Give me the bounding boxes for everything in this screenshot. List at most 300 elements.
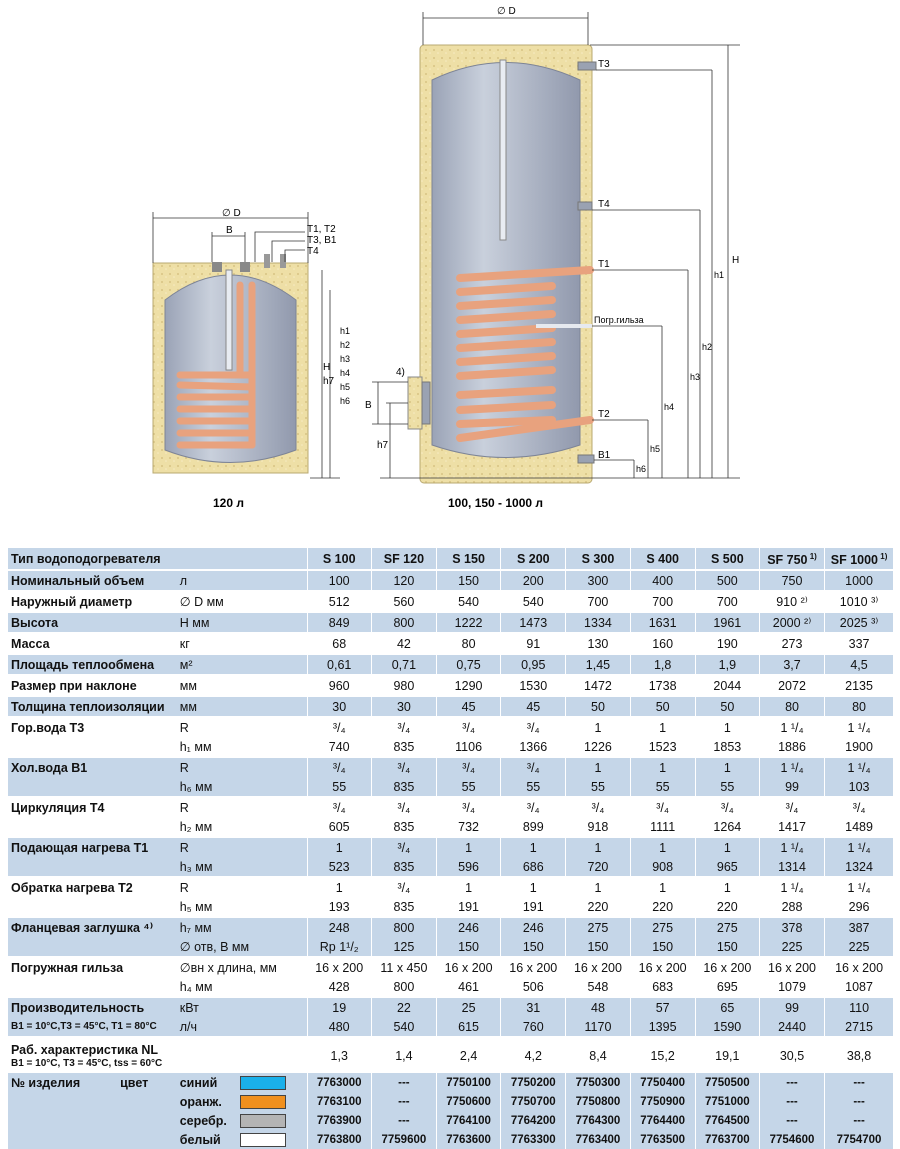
row-value: 523 xyxy=(307,857,371,877)
large-h-labels xyxy=(636,270,724,474)
large-sleeve: Погр.гильза xyxy=(594,315,644,325)
table-row xyxy=(8,1017,893,1037)
row-value: 428 xyxy=(307,977,371,997)
row-value: 220 xyxy=(695,897,759,917)
row-label xyxy=(8,857,177,877)
row-value: 1000 xyxy=(825,570,893,591)
row-value: 1 ¹/₄ xyxy=(825,757,893,777)
row-value: 1 xyxy=(566,757,630,777)
row-value: 899 xyxy=(501,817,566,837)
row-value: 25 xyxy=(437,997,501,1017)
table-row xyxy=(8,917,893,937)
row-value: 38,8 xyxy=(825,1037,893,1073)
large-t3: T3 xyxy=(598,59,610,70)
product-code: 7759600 xyxy=(371,1130,436,1149)
small-tank xyxy=(153,208,350,510)
row-value: 103 xyxy=(825,777,893,797)
row-label: Производительность xyxy=(8,997,177,1017)
svg-text:h3: h3 xyxy=(340,354,351,364)
row-label: Хол.вода B1 xyxy=(8,757,177,777)
row-label: Циркуляция T4 xyxy=(11,800,105,815)
row-value: 55 xyxy=(695,777,759,797)
row-value: 700 xyxy=(630,591,695,612)
row-value: 55 xyxy=(501,777,566,797)
row-value: 910 ²⁾ xyxy=(759,591,824,612)
row-unit: h₅ мм xyxy=(179,899,213,914)
row-value: 125 xyxy=(371,937,436,957)
product-code: --- xyxy=(371,1092,436,1111)
row-value: ³/₄ xyxy=(501,757,566,777)
row-value: 337 xyxy=(825,633,893,654)
product-code: 7750300 xyxy=(566,1073,630,1092)
model-header: SF 120 xyxy=(371,548,436,570)
product-code: 7750500 xyxy=(695,1073,759,1092)
row-value: 275 xyxy=(566,917,630,937)
row-value: 695 xyxy=(695,977,759,997)
product-code: 7763800 xyxy=(307,1130,371,1149)
row-value: 246 xyxy=(437,917,501,937)
product-code: 7764300 xyxy=(566,1111,630,1130)
row-value: ³/₄ xyxy=(371,757,436,777)
model-header: S 150 xyxy=(437,548,501,570)
row-value: 65 xyxy=(695,997,759,1017)
large-h: H xyxy=(732,255,740,266)
code-label xyxy=(8,1130,177,1149)
row-value: 750 xyxy=(759,570,824,591)
row-value: ³/₄ xyxy=(566,797,630,817)
product-code: --- xyxy=(371,1111,436,1130)
product-code: 7764200 xyxy=(501,1111,566,1130)
product-code: --- xyxy=(371,1073,436,1092)
color-name: синий xyxy=(179,1075,218,1090)
row-value: 91 xyxy=(501,633,566,654)
row-value: 55 xyxy=(307,777,371,797)
row-value: 150 xyxy=(437,937,501,957)
row-unit: R xyxy=(179,720,189,735)
color-swatch xyxy=(240,1133,286,1147)
product-code: 7750800 xyxy=(566,1092,630,1111)
row-value: ³/₄ xyxy=(759,797,824,817)
large-note-4: 4) xyxy=(396,367,405,378)
row-value: 99 xyxy=(759,997,824,1017)
row-value: 700 xyxy=(566,591,630,612)
row-value: 908 xyxy=(630,857,695,877)
table-row xyxy=(8,977,893,997)
row-value: 80 xyxy=(759,696,824,717)
svg-text:h5: h5 xyxy=(650,444,661,454)
product-code-row xyxy=(8,1111,893,1130)
row-value: 1 xyxy=(630,877,695,897)
row-value: ³/₄ xyxy=(501,797,566,817)
table-row xyxy=(8,777,893,797)
large-t2: T2 xyxy=(598,409,610,420)
row-value: 1111 xyxy=(630,817,695,837)
row-value: 150 xyxy=(437,570,501,591)
code-label xyxy=(8,1092,177,1111)
row-value: 1 xyxy=(695,837,759,857)
row-value: 1 xyxy=(566,717,630,737)
svg-text:h6: h6 xyxy=(340,396,351,406)
table-row xyxy=(8,591,893,612)
large-tank xyxy=(365,6,740,510)
product-code: --- xyxy=(825,1111,893,1130)
row-value: 1106 xyxy=(437,737,501,757)
row-value: ³/₄ xyxy=(501,717,566,737)
row-value: 615 xyxy=(437,1017,501,1037)
row-value: 740 xyxy=(307,737,371,757)
row-value: 1079 xyxy=(759,977,824,997)
row-value: 248 xyxy=(307,917,371,937)
row-value: ³/₄ xyxy=(825,797,893,817)
product-code: --- xyxy=(825,1092,893,1111)
table-row xyxy=(8,897,893,917)
header-label: Тип водоподогревателя xyxy=(8,548,307,570)
row-label: Погружная гильза xyxy=(11,960,124,975)
row-label: Фланцевая заглушка ⁴⁾ xyxy=(8,917,177,937)
row-value: 1417 xyxy=(759,817,824,837)
row-value: 1 xyxy=(501,877,566,897)
row-value: 57 xyxy=(630,997,695,1017)
row-value: 55 xyxy=(437,777,501,797)
row-unit: л/ч xyxy=(177,1017,307,1037)
small-dim-d: ∅ D xyxy=(222,208,241,219)
row-label xyxy=(8,777,177,797)
row-value: 16 x 200 xyxy=(307,957,371,977)
row-value: ³/₄ xyxy=(437,797,501,817)
product-code-row xyxy=(8,1073,893,1092)
nl-note: B1 = 10°C, T3 = 45°C, tss = 60°C xyxy=(11,1057,163,1069)
row-value: 0,75 xyxy=(437,654,501,675)
row-value: 732 xyxy=(437,817,501,837)
row-value: 965 xyxy=(695,857,759,877)
row-unit: h₃ мм xyxy=(177,857,307,877)
row-unit: h₇ мм xyxy=(177,917,307,937)
row-label xyxy=(8,1017,177,1037)
color-swatch xyxy=(240,1095,286,1109)
code-label xyxy=(8,1073,177,1092)
row-value: 4,2 xyxy=(501,1037,566,1073)
row-value: ³/₄ xyxy=(371,797,436,817)
row-value: 1 xyxy=(501,837,566,857)
row-value: 1 xyxy=(566,877,630,897)
row-value: 15,2 xyxy=(630,1037,695,1073)
row-value: 45 xyxy=(501,696,566,717)
small-h7: h7 xyxy=(323,376,335,387)
row-value: 16 x 200 xyxy=(437,957,501,977)
row-value: 1226 xyxy=(566,737,630,757)
row-value: 2440 xyxy=(759,1017,824,1037)
row-value: 200 xyxy=(501,570,566,591)
row-value: 700 xyxy=(695,591,759,612)
row-unit: м² xyxy=(177,654,307,675)
row-label xyxy=(8,737,177,757)
row-value: 191 xyxy=(437,897,501,917)
row-value: 1290 xyxy=(437,675,501,696)
product-code: --- xyxy=(759,1092,824,1111)
row-value: 3,7 xyxy=(759,654,824,675)
row-value: 288 xyxy=(759,897,824,917)
row-label xyxy=(8,817,177,837)
svg-text:h6: h6 xyxy=(636,464,647,474)
row-value: 30 xyxy=(307,696,371,717)
row-value: 1334 xyxy=(566,612,630,633)
row-value: ³/₄ xyxy=(695,797,759,817)
row-value: 605 xyxy=(307,817,371,837)
row-value: 68 xyxy=(307,633,371,654)
row-unit: R xyxy=(179,800,189,815)
row-value: 48 xyxy=(566,997,630,1017)
product-code: 7763700 xyxy=(695,1130,759,1149)
product-code: 7750600 xyxy=(437,1092,501,1111)
svg-text:h1: h1 xyxy=(714,270,725,280)
row-value: 0,71 xyxy=(371,654,436,675)
row-value: 31 xyxy=(501,997,566,1017)
product-code: --- xyxy=(825,1073,893,1092)
row-value: 16 x 200 xyxy=(501,957,566,977)
row-unit: h₁ мм xyxy=(179,739,212,754)
row-unit: кВт xyxy=(177,997,307,1017)
table-row xyxy=(8,696,893,717)
large-h7: h7 xyxy=(377,440,389,451)
row-value: 2000 ²⁾ xyxy=(759,612,824,633)
row-unit: H мм xyxy=(177,612,307,633)
product-code: 7750100 xyxy=(437,1073,501,1092)
product-code: 7764500 xyxy=(695,1111,759,1130)
color-cell xyxy=(177,1092,307,1111)
row-label: Подающая нагрева T1 xyxy=(8,837,177,857)
row-value: 540 xyxy=(371,1017,436,1037)
row-label xyxy=(8,897,177,917)
model-header: S 400 xyxy=(630,548,695,570)
row-value: 275 xyxy=(695,917,759,937)
row-value: ³/₄ xyxy=(371,877,436,897)
table-row xyxy=(8,737,893,757)
row-value: 1 ¹/₄ xyxy=(759,877,824,897)
row-value: 55 xyxy=(566,777,630,797)
spec-table xyxy=(8,548,893,1149)
table-row xyxy=(8,937,893,957)
row-value: 1,8 xyxy=(630,654,695,675)
model-header: S 200 xyxy=(501,548,566,570)
row-value: 560 xyxy=(371,591,436,612)
row-value: 0,95 xyxy=(501,654,566,675)
row-value: 1,9 xyxy=(695,654,759,675)
row-value: ³/₄ xyxy=(437,757,501,777)
product-code: 7763500 xyxy=(630,1130,695,1149)
row-value: 720 xyxy=(566,857,630,877)
row-value: 100 xyxy=(307,570,371,591)
product-code: 7763300 xyxy=(501,1130,566,1149)
row-value: 512 xyxy=(307,591,371,612)
product-code-row xyxy=(8,1092,893,1111)
row-value: 2,4 xyxy=(437,1037,501,1073)
color-name: серебр. xyxy=(179,1113,227,1128)
row-value: 1 xyxy=(630,717,695,737)
row-value: 800 xyxy=(371,917,436,937)
svg-text:h4: h4 xyxy=(340,368,351,378)
small-h-labels xyxy=(340,326,350,406)
row-value: 225 xyxy=(759,937,824,957)
small-tank-caption: 120 л xyxy=(213,496,244,510)
row-value: 16 x 200 xyxy=(825,957,893,977)
product-code: 7763900 xyxy=(307,1111,371,1130)
row-label: Высота xyxy=(8,612,177,633)
row-value: 30 xyxy=(371,696,436,717)
large-dim-d: ∅ D xyxy=(497,6,516,17)
row-value: 50 xyxy=(566,696,630,717)
row-value: 835 xyxy=(371,897,436,917)
row-value: 275 xyxy=(630,917,695,937)
row-value: 1 ¹/₄ xyxy=(825,717,893,737)
product-code: 7763100 xyxy=(307,1092,371,1111)
svg-text:h5: h5 xyxy=(340,382,351,392)
model-header: SF 750 $^{1)}$ xyxy=(759,548,824,570)
row-value: 150 xyxy=(501,937,566,957)
row-value: 150 xyxy=(630,937,695,957)
table-row xyxy=(8,877,893,897)
svg-text:h1: h1 xyxy=(340,326,351,336)
row-value: 273 xyxy=(759,633,824,654)
model-footnote: 1) xyxy=(807,552,817,561)
table-header-row xyxy=(8,548,893,570)
product-code: 7750900 xyxy=(630,1092,695,1111)
row-value: 19,1 xyxy=(695,1037,759,1073)
row-value: 19 xyxy=(307,997,371,1017)
product-code: 7754600 xyxy=(759,1130,824,1149)
table-row xyxy=(8,654,893,675)
row-value: 2044 xyxy=(695,675,759,696)
color-swatch xyxy=(240,1076,286,1090)
row-label: Масса xyxy=(11,636,50,651)
row-value: 980 xyxy=(371,675,436,696)
row-unit: мм xyxy=(177,696,307,717)
product-code: 7763600 xyxy=(437,1130,501,1149)
row-value: 1 ¹/₄ xyxy=(825,837,893,857)
row-value: 1 xyxy=(307,837,371,857)
row-value: 1590 xyxy=(695,1017,759,1037)
row-unit: R xyxy=(177,837,307,857)
row-value: 50 xyxy=(695,696,759,717)
row-unit: ∅ отв, B мм xyxy=(177,937,307,957)
row-value: 1324 xyxy=(825,857,893,877)
row-label: Размер при наклоне xyxy=(11,678,137,693)
table-row xyxy=(8,837,893,857)
table-row xyxy=(8,817,893,837)
row-label: Обратка нагрева T2 xyxy=(11,880,133,895)
model-header: SF 1000 $^{1)}$ xyxy=(825,548,893,570)
row-value: 835 xyxy=(371,857,436,877)
row-value: 300 xyxy=(566,570,630,591)
color-name: оранж. xyxy=(179,1094,222,1109)
row-value: 835 xyxy=(371,777,436,797)
row-value: 800 xyxy=(371,612,436,633)
row-label: Толщина теплоизоляции xyxy=(8,696,177,717)
row-value: 960 xyxy=(307,675,371,696)
product-code: 7750200 xyxy=(501,1073,566,1092)
row-value: 16 x 200 xyxy=(630,957,695,977)
row-value: 4,5 xyxy=(825,654,893,675)
row-value: 191 xyxy=(501,897,566,917)
row-value: 1314 xyxy=(759,857,824,877)
row-value: ³/₄ xyxy=(630,797,695,817)
row-value: ³/₄ xyxy=(307,757,371,777)
row-value: 0,61 xyxy=(307,654,371,675)
row-unit: кг xyxy=(179,636,190,651)
row-value: ³/₄ xyxy=(307,797,371,817)
row-value: 8,4 xyxy=(566,1037,630,1073)
row-label: Гор.вода T3 xyxy=(11,720,85,735)
small-t3b1: T3, B1 xyxy=(307,235,337,246)
row-value: 686 xyxy=(501,857,566,877)
row-value: 42 xyxy=(371,633,436,654)
product-code: 7763400 xyxy=(566,1130,630,1149)
code-label xyxy=(8,1111,177,1130)
color-name: белый xyxy=(179,1132,221,1147)
product-code: 7754700 xyxy=(825,1130,893,1149)
large-b1: B1 xyxy=(598,450,611,461)
table-row xyxy=(8,857,893,877)
small-dim-b: B xyxy=(226,225,233,236)
product-code: 7764100 xyxy=(437,1111,501,1130)
row-value: 150 xyxy=(566,937,630,957)
row-value: 150 xyxy=(695,937,759,957)
row-unit: мм xyxy=(179,678,197,693)
row-value: 1366 xyxy=(501,737,566,757)
row-value: 1 xyxy=(307,877,371,897)
color-swatch xyxy=(240,1114,286,1128)
row-value: 506 xyxy=(501,977,566,997)
svg-text:h2: h2 xyxy=(340,340,351,350)
small-t4: T4 xyxy=(307,246,319,257)
model-header: S 500 xyxy=(695,548,759,570)
row-value: 80 xyxy=(437,633,501,654)
row-label: Номинальный объем xyxy=(8,570,177,591)
product-code: 7751000 xyxy=(695,1092,759,1111)
row-value: 120 xyxy=(371,570,436,591)
row-value: 45 xyxy=(437,696,501,717)
row-value: 1853 xyxy=(695,737,759,757)
row-value: 1 xyxy=(437,837,501,857)
row-value: 1,45 xyxy=(566,654,630,675)
row-value: 1170 xyxy=(566,1017,630,1037)
row-value: 2025 ³⁾ xyxy=(825,612,893,633)
row-value: 1 xyxy=(566,837,630,857)
row-value: ³/₄ xyxy=(371,717,436,737)
row-value: 246 xyxy=(501,917,566,937)
table-row xyxy=(8,997,893,1017)
row-label xyxy=(8,977,177,997)
row-value: 918 xyxy=(566,817,630,837)
row-value: 683 xyxy=(630,977,695,997)
row-value: 110 xyxy=(825,997,893,1017)
table-row xyxy=(8,957,893,977)
row-value: 296 xyxy=(825,897,893,917)
row-value: 1 xyxy=(630,837,695,857)
small-h: H xyxy=(323,362,331,373)
svg-text:h4: h4 xyxy=(664,402,675,412)
row-value: 835 xyxy=(371,737,436,757)
row-value: 461 xyxy=(437,977,501,997)
product-code: 7764400 xyxy=(630,1111,695,1130)
row-value: 1 ¹/₄ xyxy=(759,757,824,777)
product-code: 7763000 xyxy=(307,1073,371,1092)
row-value: 160 xyxy=(630,633,695,654)
row-value: 596 xyxy=(437,857,501,877)
product-code-row xyxy=(8,1130,893,1149)
row-value: ³/₄ xyxy=(437,717,501,737)
row-unit: л xyxy=(177,570,307,591)
row-value: 1961 xyxy=(695,612,759,633)
